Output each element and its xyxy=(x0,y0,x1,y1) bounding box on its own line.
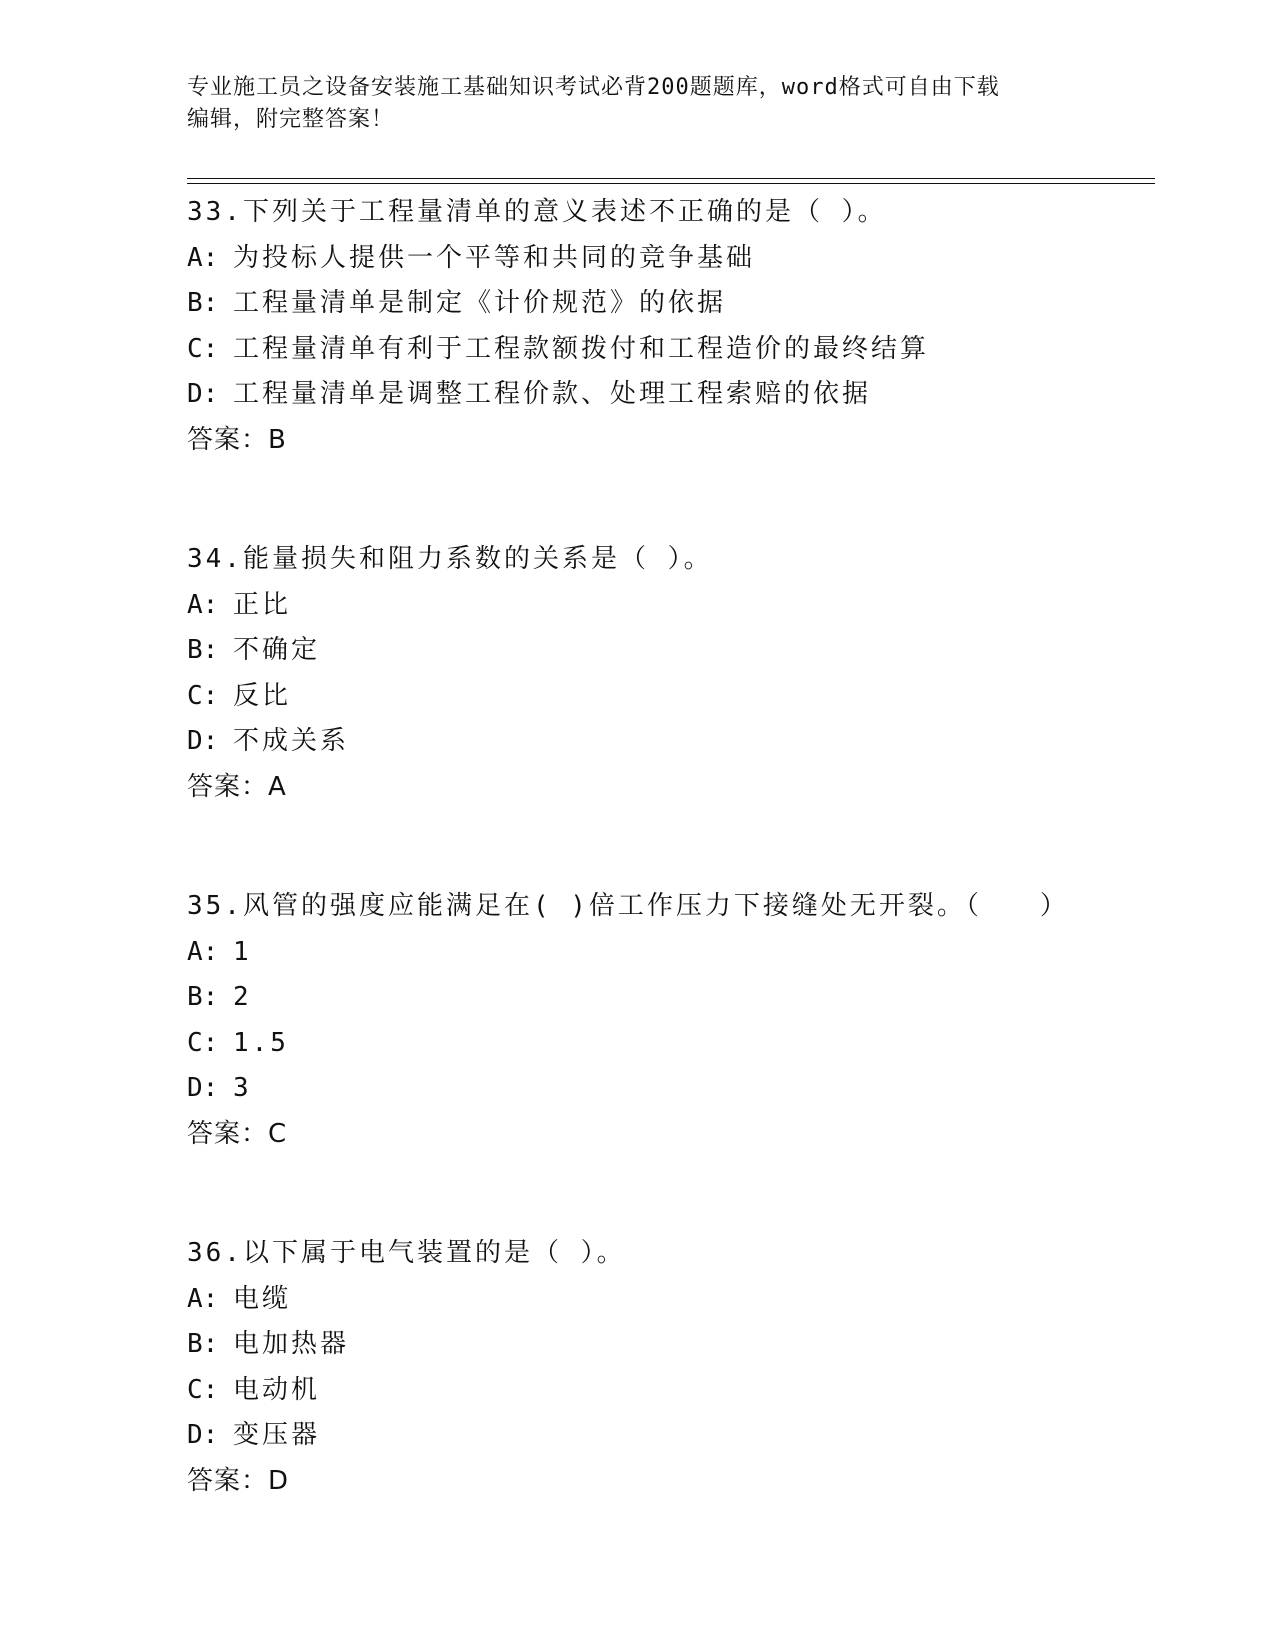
option-text: 不成关系 xyxy=(233,726,350,756)
option-label: C: xyxy=(187,680,219,711)
option-c xyxy=(187,327,1155,373)
option-text: 正比 xyxy=(233,589,292,620)
option-d xyxy=(187,719,1155,765)
answer: 答案：B xyxy=(187,424,287,455)
option-text: 反比 xyxy=(233,680,292,711)
option-label: D: xyxy=(187,1073,219,1103)
option-label: D: xyxy=(187,726,219,756)
question-34 xyxy=(187,537,1155,810)
option-label: C: xyxy=(187,1374,219,1405)
answer: 答案：C xyxy=(187,1118,288,1149)
question-stem: 36.以下属于电气装置的是（ ）。 xyxy=(187,1238,626,1268)
option-a xyxy=(187,583,1155,629)
option-label: B: xyxy=(187,982,219,1012)
option-label: B: xyxy=(187,288,219,318)
option-b xyxy=(187,628,1155,674)
document-header xyxy=(187,72,1087,136)
option-label: B: xyxy=(187,1329,219,1359)
option-label: D: xyxy=(187,379,219,409)
question-stem: 33.下列关于工程量清单的意义表述不正确的是（ ）。 xyxy=(187,197,887,227)
option-text: 工程量清单有利于工程款额拨付和工程造价的最终结算 xyxy=(233,333,930,364)
option-a xyxy=(187,930,1155,976)
option-text: 为投标人提供一个平等和共同的竞争基础 xyxy=(233,242,756,273)
header-line-2: 编辑，附完整答案！ xyxy=(187,107,395,132)
option-label: A: xyxy=(187,242,219,273)
option-a xyxy=(187,1277,1155,1323)
option-c xyxy=(187,674,1155,720)
option-text: 变压器 xyxy=(233,1420,321,1450)
option-d xyxy=(187,1066,1155,1112)
option-text: 电缆 xyxy=(233,1283,292,1314)
option-text: 工程量清单是制定《计价规范》的依据 xyxy=(233,288,727,318)
option-d xyxy=(187,1413,1155,1459)
answer: 答案：A xyxy=(187,771,287,802)
option-text: 电动机 xyxy=(233,1374,321,1405)
header-divider-bottom xyxy=(187,183,1155,184)
option-label: C: xyxy=(187,333,219,364)
option-b xyxy=(187,281,1155,327)
question-stem: 34.能量损失和阻力系数的关系是（ ）。 xyxy=(187,544,713,574)
option-text: 2 xyxy=(233,982,252,1012)
question-35 xyxy=(187,884,1155,1157)
answer: 答案：D xyxy=(187,1465,290,1496)
header-divider-top xyxy=(187,178,1155,179)
option-b xyxy=(187,1322,1155,1368)
header-line-1: 专业施工员之设备安装施工基础知识考试必背200题题库，word格式可自由下载 xyxy=(187,75,1000,100)
option-text: 不确定 xyxy=(233,635,321,665)
option-label: D: xyxy=(187,1420,219,1450)
option-label: A: xyxy=(187,936,219,967)
option-text: 1.5 xyxy=(233,1027,289,1058)
option-text: 1 xyxy=(233,936,252,967)
option-label: A: xyxy=(187,1283,219,1314)
option-a xyxy=(187,236,1155,282)
option-d xyxy=(187,372,1155,418)
question-stem: 35.风管的强度应能满足在( )倍工作压力下接缝处无开裂。（ ） xyxy=(187,891,1069,921)
option-c xyxy=(187,1368,1155,1414)
question-list xyxy=(187,190,1155,1578)
option-c xyxy=(187,1021,1155,1067)
option-label: A: xyxy=(187,589,219,620)
question-33 xyxy=(187,190,1155,463)
option-label: C: xyxy=(187,1027,219,1058)
option-text: 工程量清单是调整工程价款、处理工程索赔的依据 xyxy=(233,379,872,409)
option-b xyxy=(187,975,1155,1021)
question-36 xyxy=(187,1231,1155,1504)
option-text: 电加热器 xyxy=(233,1329,350,1359)
option-text: 3 xyxy=(233,1073,252,1103)
option-label: B: xyxy=(187,635,219,665)
